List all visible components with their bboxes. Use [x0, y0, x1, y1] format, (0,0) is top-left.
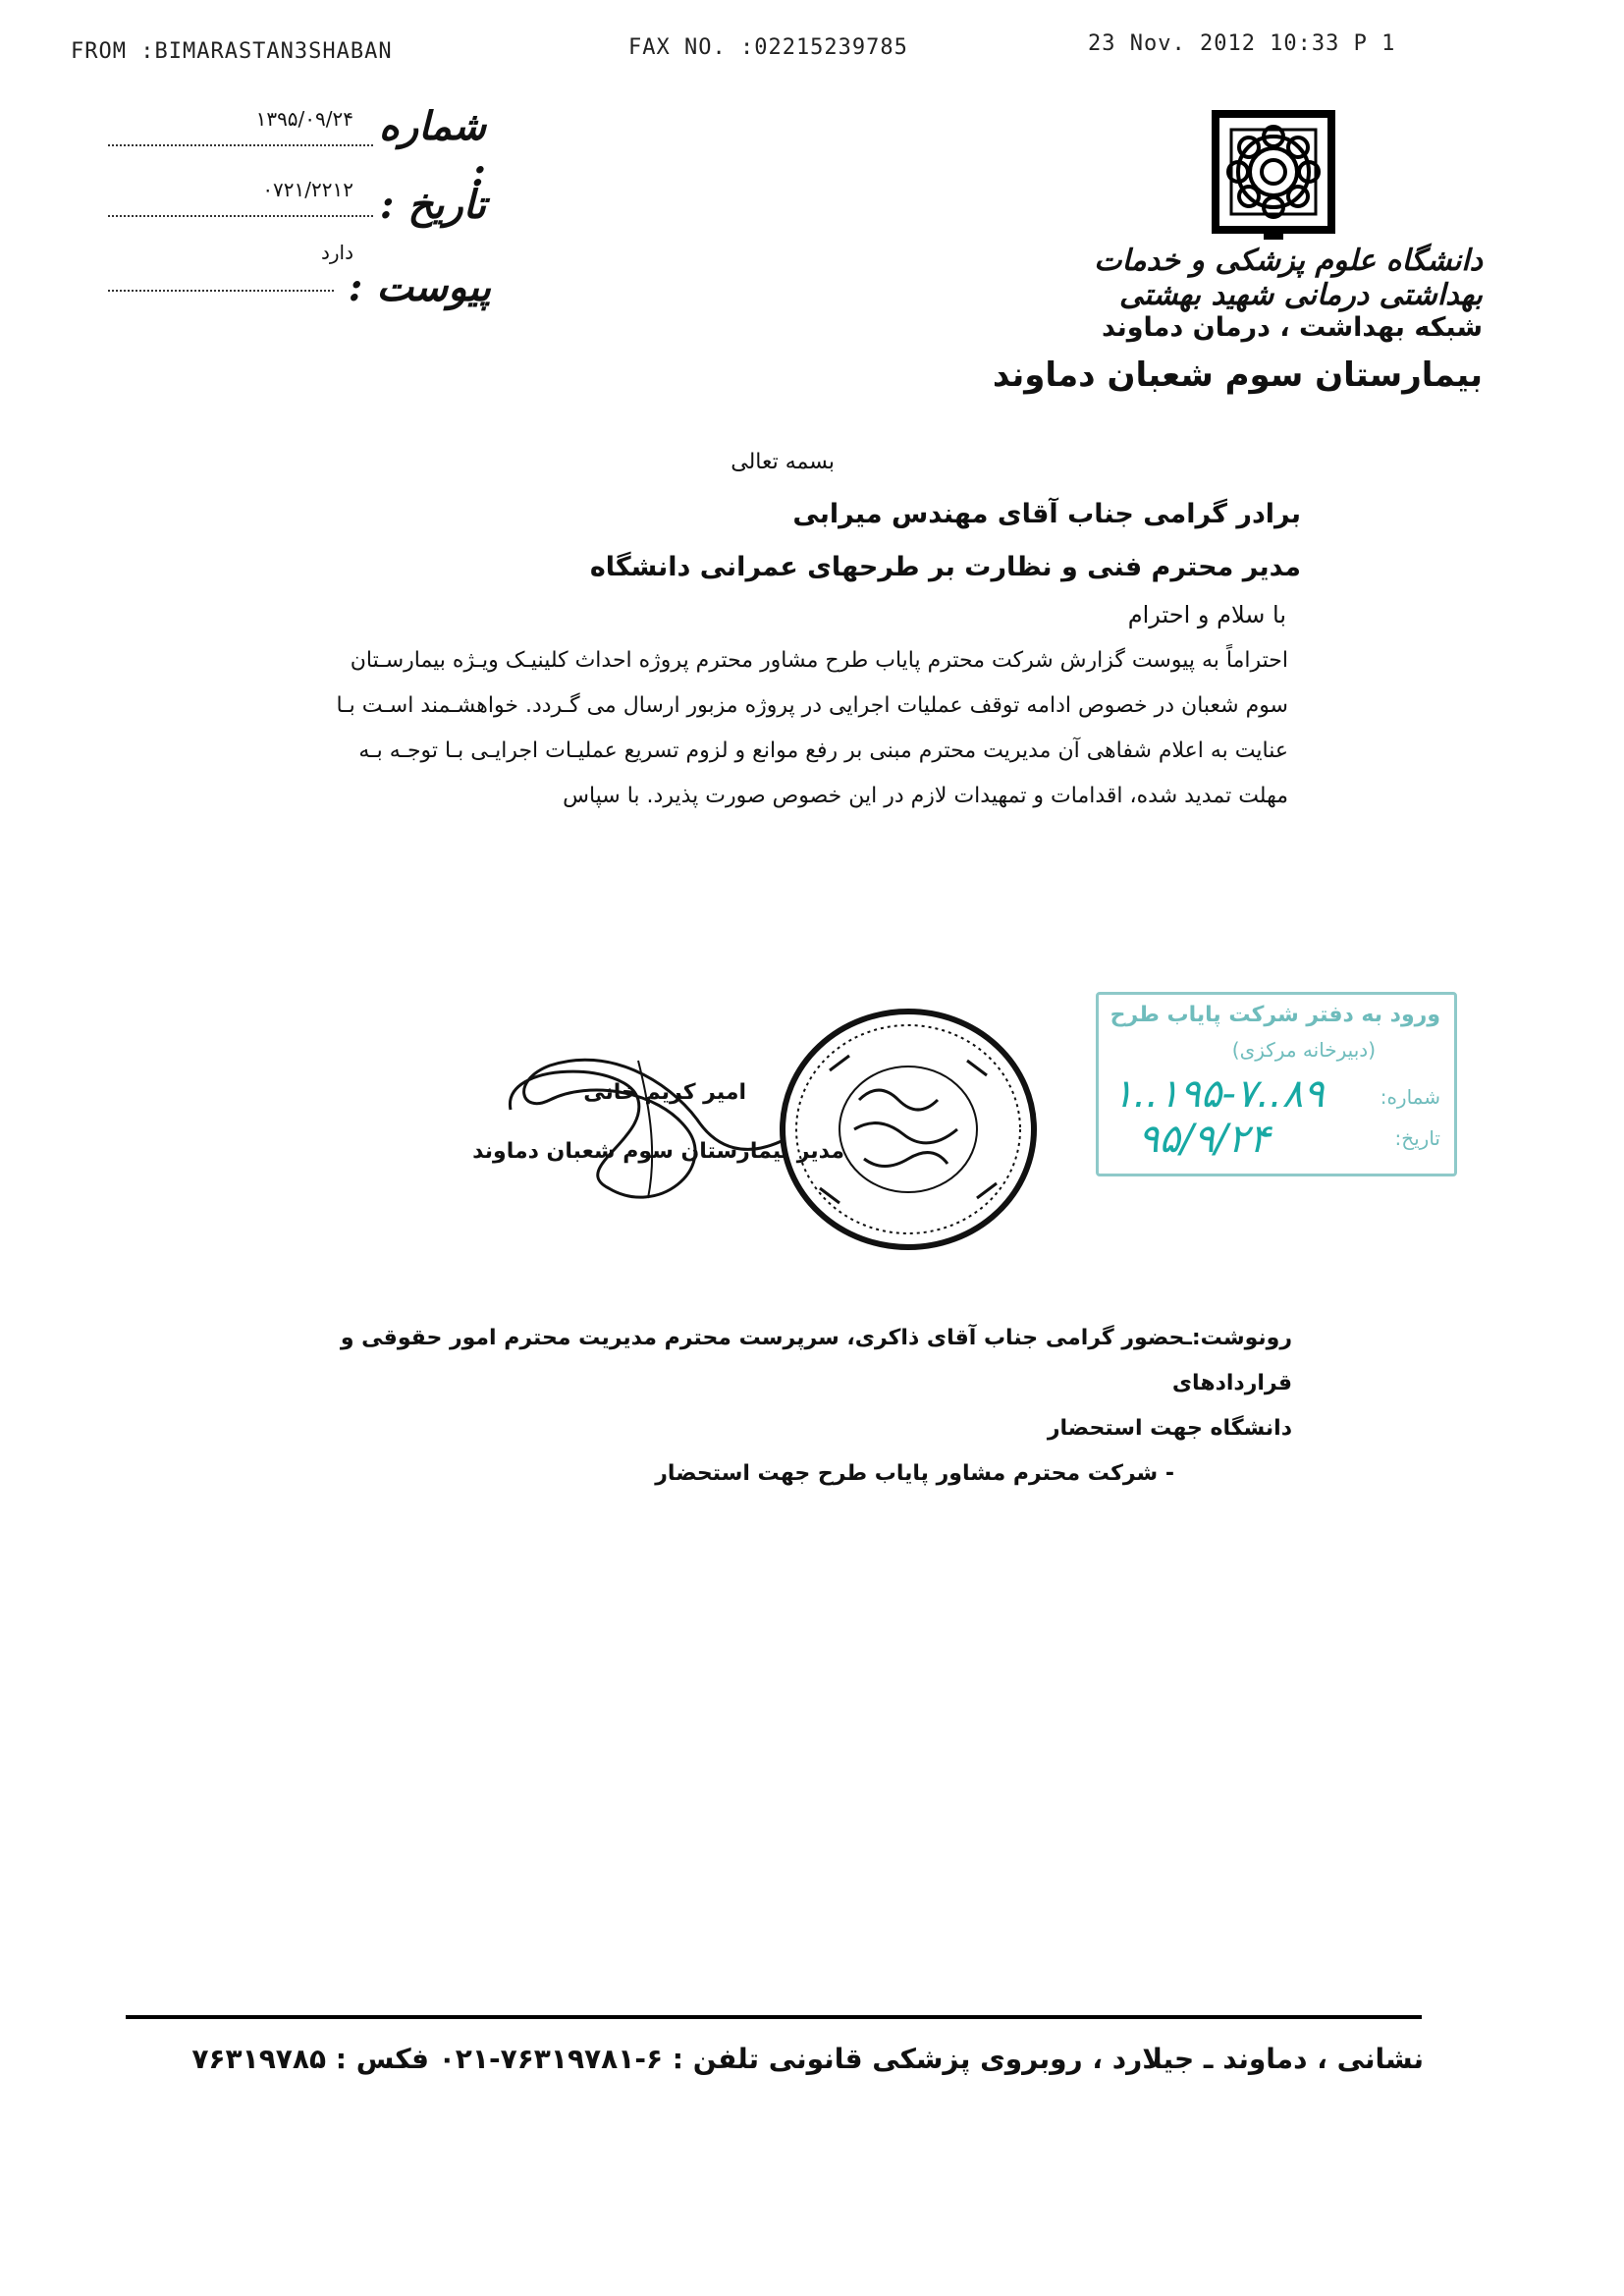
- addressee-line-1: برادر گرامی جناب آقای مهندس میرابی: [792, 499, 1301, 529]
- signatory-name: امیر کریم خانی: [583, 1080, 746, 1105]
- hospital-name: بیمارستان سوم شعبان دماوند: [992, 355, 1483, 395]
- fax-date-time: 23 Nov. 2012 10:33 P 1: [1088, 31, 1396, 56]
- letter-body: [261, 638, 1288, 819]
- network-name: شبکه بهداشت ، درمان دماوند: [1102, 312, 1483, 343]
- receipt-date-label: تاریخ:: [1394, 1126, 1440, 1150]
- signatory-title: مدیر بیمارستان سوم شعبان دماوند: [472, 1139, 844, 1164]
- body-line-3: عنایت به اعلام شفاهی آن مدیریت محترم مبنی بر رفع موانع و لزوم تسریع عملیـات اجرایـی بـا توجـه بـه: [358, 738, 1288, 763]
- fax-from: FROM :BIMARASTAN3SHABAN: [71, 39, 393, 64]
- addressee-line-2: مدیر محترم فنی و نظارت بر طرحهای عمرانی دانشگاه: [589, 552, 1301, 582]
- letter-meta: [108, 103, 491, 319]
- divider: [108, 290, 334, 292]
- body-line-4: مهلت تمدید شده، اقدامات و تمهیدات لازم در این خصوص صورت پذیرد. با سپاس: [563, 784, 1288, 808]
- official-seal-icon: [771, 1002, 1046, 1257]
- cc-line-2: دانشگاه جهت استحضار: [1047, 1416, 1292, 1441]
- body-line-1: احتراماً به پیوست گزارش شرکت محترم پایاب طرح مشاور محترم پروژه احداث کلینیـک ویـژه بیمارسـتان: [350, 648, 1288, 673]
- attachment-value: دارد: [320, 241, 353, 264]
- footer-address: نشانی ، دماوند ـ جیلارد ، روبروی پزشکی قانونی تلفن : ۶-۷۶۳۱۹۷۸۱-۰۲۱ فکس : ۷۶۳۱۹۷۸۵: [191, 2043, 1424, 2075]
- receipt-stamp-title: ورود به دفتر شرکت پایاب طرح: [1110, 1003, 1440, 1027]
- carbon-copy: [314, 1316, 1292, 1497]
- footer-divider: [126, 2015, 1422, 2019]
- greeting: با سلام و احترام: [1127, 601, 1286, 629]
- letter-date-value: ۰۷۲۱/۲۲۱۲: [262, 178, 353, 201]
- bismillah: بسمه تعالی: [731, 450, 835, 474]
- receipt-stamp-subtitle: (دبیرخانه مرکزی): [1231, 1038, 1376, 1062]
- divider: [108, 144, 373, 146]
- letter-number-value: ۱۳۹۵/۰۹/۲۴: [255, 107, 353, 131]
- receipt-number-value: ۱..۱۹۵-۷..۸۹: [1112, 1071, 1325, 1117]
- letter-number-label: شماره :: [378, 103, 486, 195]
- fax-number: FAX NO. :02215239785: [628, 35, 908, 60]
- attachment-label: پیوست :: [348, 264, 491, 310]
- divider: [108, 215, 373, 217]
- receipt-number-label: شماره:: [1380, 1085, 1440, 1109]
- letter-date-label: تاریخ :: [379, 182, 486, 228]
- university-name: دانشگاه علوم پزشکی و خدمات بهداشتی درمانی شهید بهشتی: [1094, 244, 1483, 312]
- receipt-date-value: ۹۵/۹/۲۴: [1138, 1117, 1271, 1162]
- cc-line-1: رونوشت:ـحضور گرامی جناب آقای ذاکری، سرپرست محترم مدیریت محترم امور حقوقی و قراردادهای: [340, 1326, 1292, 1395]
- cc-line-3: - شرکت محترم مشاور پایاب طرح جهت استحضار: [655, 1461, 1174, 1486]
- body-line-2: سوم شعبان در خصوص ادامه توقف عملیات اجرایی در پروژه مزبور ارسال می گـردد. خواهشـمند اسـت بـا: [336, 693, 1288, 718]
- university-emblem-icon: [1210, 108, 1337, 241]
- receipt-stamp: [1096, 992, 1457, 1176]
